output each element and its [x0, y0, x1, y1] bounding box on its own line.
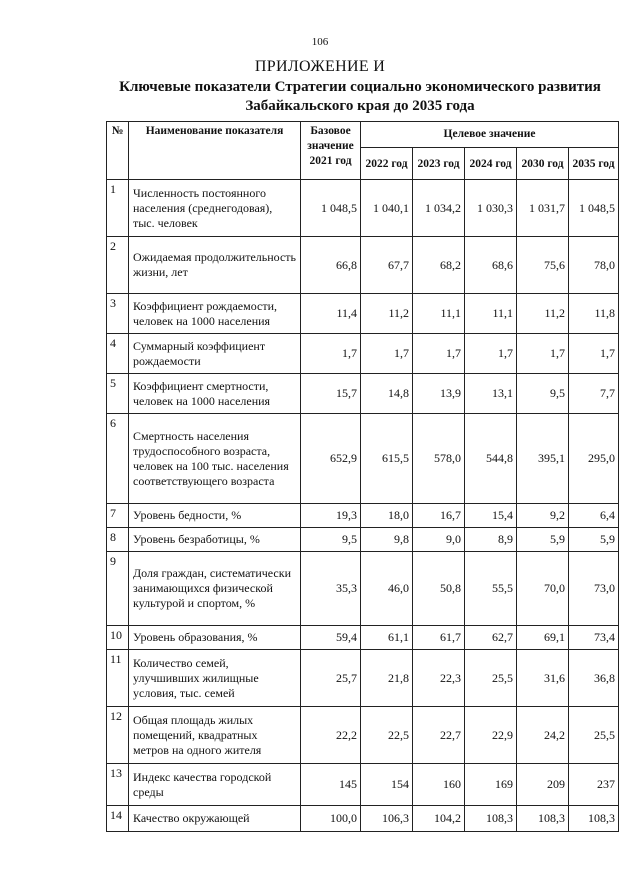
header-year-2024: 2024 год: [465, 148, 517, 180]
base-value-cell: 59,4: [301, 626, 361, 650]
target-value-cell: 61,1: [361, 626, 413, 650]
indicator-name: Количество семей, улучшивших жилищные условия, тыс. семей: [129, 650, 301, 707]
indicator-name: Ожидаемая продолжительность жизни, лет: [129, 237, 301, 294]
target-value-cell: 1,7: [569, 334, 619, 374]
target-value-cell: 7,7: [569, 374, 619, 414]
target-value-cell: 1,7: [465, 334, 517, 374]
target-value-cell: 50,8: [413, 552, 465, 626]
target-value-cell: 67,7: [361, 237, 413, 294]
row-number: 3: [107, 294, 129, 334]
target-value-cell: 578,0: [413, 414, 465, 504]
title-line-2: Забайкальского края до 2035 года: [245, 98, 475, 114]
target-value-cell: 1 048,5: [569, 180, 619, 237]
table-row: [107, 374, 619, 414]
base-value-cell: 35,3: [301, 552, 361, 626]
header-name: Наименование показателя: [129, 122, 301, 180]
target-value-cell: 615,5: [361, 414, 413, 504]
target-value-cell: 11,2: [517, 294, 569, 334]
target-value-cell: 1 030,3: [465, 180, 517, 237]
table-row: [107, 334, 619, 374]
target-value-cell: 9,5: [517, 374, 569, 414]
table-row: [107, 504, 619, 528]
target-value-cell: 395,1: [517, 414, 569, 504]
target-value-cell: 73,4: [569, 626, 619, 650]
target-value-cell: 31,6: [517, 650, 569, 707]
base-value-cell: 22,2: [301, 707, 361, 764]
target-value-cell: 15,4: [465, 504, 517, 528]
table-row: [107, 552, 619, 626]
target-value-cell: 55,5: [465, 552, 517, 626]
target-value-cell: 108,3: [569, 806, 619, 832]
base-value-cell: 9,5: [301, 528, 361, 552]
table-row: [107, 528, 619, 552]
target-value-cell: 5,9: [569, 528, 619, 552]
row-number: 12: [107, 707, 129, 764]
target-value-cell: 46,0: [361, 552, 413, 626]
table-row: [107, 764, 619, 806]
indicator-name: Коэффициент рождаемости, человек на 1000 населения: [129, 294, 301, 334]
indicator-name: Уровень образования, %: [129, 626, 301, 650]
row-number: 1: [107, 180, 129, 237]
target-value-cell: 78,0: [569, 237, 619, 294]
target-value-cell: 73,0: [569, 552, 619, 626]
target-value-cell: 1,7: [413, 334, 465, 374]
target-value-cell: 1 034,2: [413, 180, 465, 237]
appendix-heading: ПРИЛОЖЕНИЕ И: [254, 58, 386, 75]
table-body: [107, 180, 619, 832]
indicator-name: Коэффициент смертности, человек на 1000 населения: [129, 374, 301, 414]
header-year-2030: 2030 год: [517, 148, 569, 180]
target-value-cell: 25,5: [465, 650, 517, 707]
target-value-cell: 16,7: [413, 504, 465, 528]
target-value-cell: 68,2: [413, 237, 465, 294]
base-value-cell: 1 048,5: [301, 180, 361, 237]
base-value-cell: 66,8: [301, 237, 361, 294]
row-number: 10: [107, 626, 129, 650]
header-year-2022: 2022 год: [361, 148, 413, 180]
target-value-cell: 1 040,1: [361, 180, 413, 237]
target-value-cell: 22,5: [361, 707, 413, 764]
header-year-2035: 2035 год: [569, 148, 619, 180]
target-value-cell: 21,8: [361, 650, 413, 707]
target-value-cell: 36,8: [569, 650, 619, 707]
table-row: [107, 707, 619, 764]
target-value-cell: 108,3: [465, 806, 517, 832]
target-value-cell: 68,6: [465, 237, 517, 294]
base-value-cell: 25,7: [301, 650, 361, 707]
document-title: [80, 78, 640, 116]
base-value-cell: 652,9: [301, 414, 361, 504]
header-year-2023: 2023 год: [413, 148, 465, 180]
target-value-cell: 9,0: [413, 528, 465, 552]
target-value-cell: 108,3: [517, 806, 569, 832]
target-value-cell: 25,5: [569, 707, 619, 764]
row-number: 9: [107, 552, 129, 626]
table-row: [107, 180, 619, 237]
target-value-cell: 11,1: [465, 294, 517, 334]
indicator-name: Суммарный коэффициент рождаемости: [129, 334, 301, 374]
row-number: 11: [107, 650, 129, 707]
target-value-cell: 1,7: [361, 334, 413, 374]
row-number: 6: [107, 414, 129, 504]
target-value-cell: 13,1: [465, 374, 517, 414]
header-target: Целевое значение: [361, 122, 619, 148]
table-row: [107, 237, 619, 294]
target-value-cell: 24,2: [517, 707, 569, 764]
indicator-name: Уровень бедности, %: [129, 504, 301, 528]
base-value-cell: 19,3: [301, 504, 361, 528]
target-value-cell: 69,1: [517, 626, 569, 650]
table-row: [107, 650, 619, 707]
table-row: [107, 414, 619, 504]
target-value-cell: 62,7: [465, 626, 517, 650]
target-value-cell: 154: [361, 764, 413, 806]
target-value-cell: 14,8: [361, 374, 413, 414]
target-value-cell: 18,0: [361, 504, 413, 528]
target-value-cell: 9,2: [517, 504, 569, 528]
header-no: №: [107, 122, 129, 180]
row-number: 7: [107, 504, 129, 528]
table-row: [107, 806, 619, 832]
target-value-cell: 209: [517, 764, 569, 806]
row-number: 2: [107, 237, 129, 294]
indicators-table: [106, 121, 619, 832]
row-number: 8: [107, 528, 129, 552]
target-value-cell: 1 031,7: [517, 180, 569, 237]
target-value-cell: 295,0: [569, 414, 619, 504]
indicator-name: Общая площадь жилых помещений, квадратных метров на одного жителя: [129, 707, 301, 764]
row-number: 13: [107, 764, 129, 806]
base-value-cell: 15,7: [301, 374, 361, 414]
base-value-cell: 1,7: [301, 334, 361, 374]
indicator-name: Индекс качества городской среды: [129, 764, 301, 806]
target-value-cell: 1,7: [517, 334, 569, 374]
target-value-cell: 5,9: [517, 528, 569, 552]
base-value-cell: 100,0: [301, 806, 361, 832]
target-value-cell: 61,7: [413, 626, 465, 650]
target-value-cell: 11,8: [569, 294, 619, 334]
base-value-cell: 11,4: [301, 294, 361, 334]
indicator-name: Качество окружающей: [129, 806, 301, 832]
target-value-cell: 75,6: [517, 237, 569, 294]
row-number: 4: [107, 334, 129, 374]
target-value-cell: 6,4: [569, 504, 619, 528]
row-number: 5: [107, 374, 129, 414]
page-number: 106: [311, 36, 329, 48]
title-line-1: Ключевые показатели Стратегии социально экономического развития: [119, 79, 601, 95]
header-base: Базовое значение 2021 год: [301, 122, 361, 180]
base-value-cell: 145: [301, 764, 361, 806]
target-value-cell: 22,3: [413, 650, 465, 707]
indicator-name: Численность постоянного населения (среднегодовая), тыс. человек: [129, 180, 301, 237]
target-value-cell: 237: [569, 764, 619, 806]
target-value-cell: 104,2: [413, 806, 465, 832]
row-number: 14: [107, 806, 129, 832]
table-row: [107, 626, 619, 650]
indicator-name: Уровень безработицы, %: [129, 528, 301, 552]
target-value-cell: 13,9: [413, 374, 465, 414]
table-row: [107, 294, 619, 334]
target-value-cell: 169: [465, 764, 517, 806]
target-value-cell: 106,3: [361, 806, 413, 832]
indicator-name: Доля граждан, систематически занимающихся физической культурой и спортом, %: [129, 552, 301, 626]
target-value-cell: 160: [413, 764, 465, 806]
target-value-cell: 11,1: [413, 294, 465, 334]
target-value-cell: 11,2: [361, 294, 413, 334]
target-value-cell: 8,9: [465, 528, 517, 552]
indicator-name: Смертность населения трудоспособного возраста, человек на 100 тыс. населения соответствующего возраста: [129, 414, 301, 504]
target-value-cell: 9,8: [361, 528, 413, 552]
target-value-cell: 22,9: [465, 707, 517, 764]
target-value-cell: 22,7: [413, 707, 465, 764]
target-value-cell: 544,8: [465, 414, 517, 504]
target-value-cell: 70,0: [517, 552, 569, 626]
